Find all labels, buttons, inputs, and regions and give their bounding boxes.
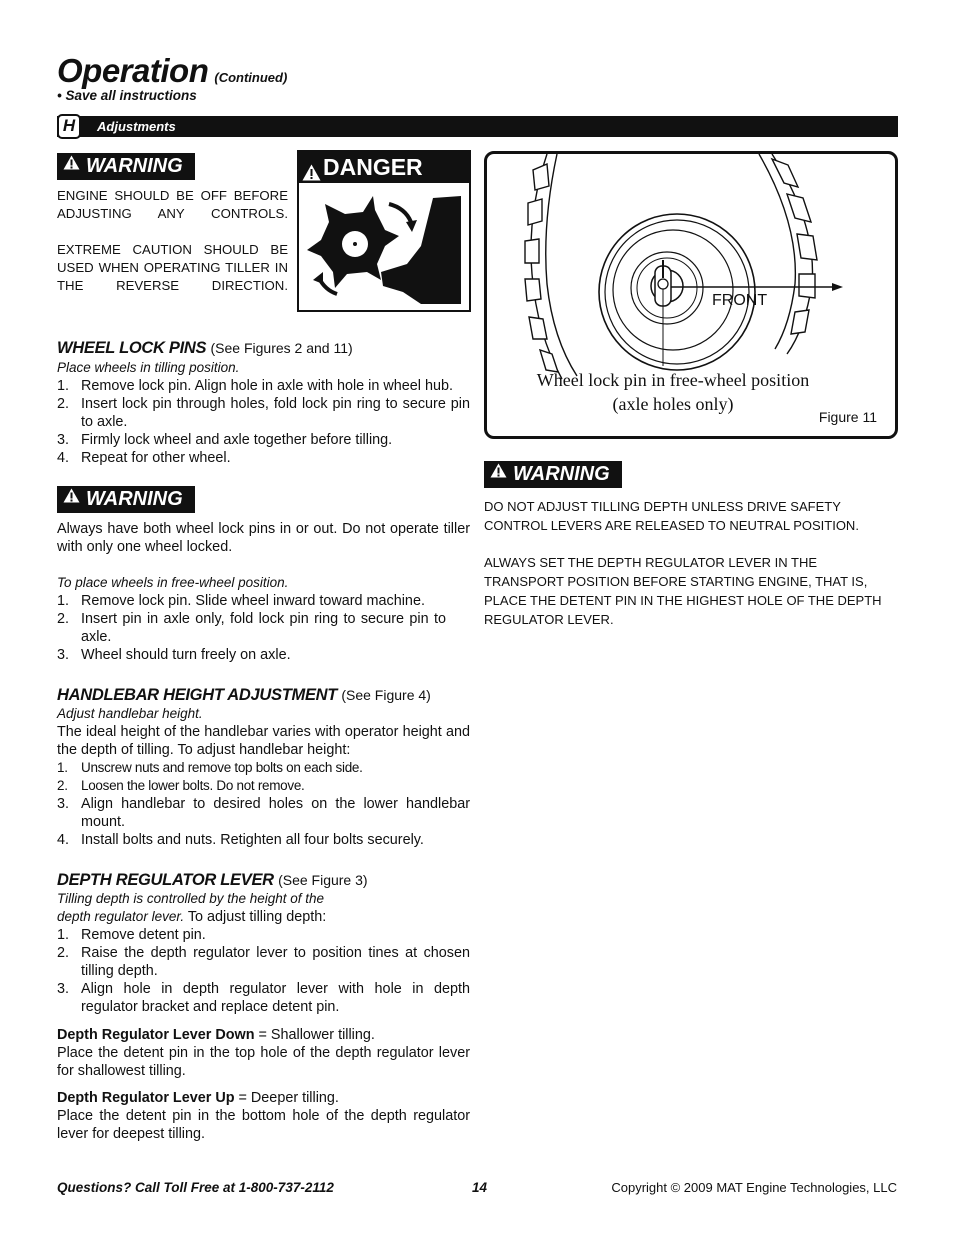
list-item: 4. Install bolts and nuts. Retighten all four bolts securely. — [57, 832, 424, 848]
list-item: 2. Insert pin in axle only, fold lock pin ring to secure pin to axle. — [57, 611, 446, 645]
depth-down-line: Depth Regulator Lever Down = Shallower tilling. — [57, 1027, 375, 1043]
figure-caption-line-2: (axle holes only) — [612, 394, 734, 414]
handlebar-heading: HANDLEBAR HEIGHT ADJUSTMENT (See Figure 4) — [57, 686, 431, 704]
free-wheel-intro: To place wheels in free-wheel position. — [57, 575, 289, 590]
list-item: 2. Loosen the lower bolts. Do not remove. — [57, 778, 305, 793]
tine-hazard-icon — [303, 186, 465, 308]
list-item: 3. Align hole in depth regulator lever with hole in depth regulator bracket and replace detent pin. — [57, 981, 470, 1015]
handlebar-text: The ideal height of the handlebar varies with operator height and the depth of tilling. To adjust handlebar height: — [57, 724, 470, 758]
depth-intro-1: Tilling depth is controlled by the height of the — [57, 891, 325, 906]
continued-label: (Continued) — [214, 70, 288, 85]
warning-1-text-b: EXTREME CAUTION SHOULD BE USED WHEN OPERATING TILLER IN THE REVERSE DIRECTION. — [57, 242, 288, 293]
save-instructions-note: • Save all instructions — [57, 88, 197, 103]
warning-2-text: Always have both wheel lock pins in or out. Do not operate tiller with only one wheel locked. — [57, 521, 470, 555]
section-bar — [57, 116, 898, 137]
depth-up-text: Place the detent pin in the bottom hole of the depth regulator lever for deepest tilling. — [57, 1108, 470, 1142]
danger-box — [297, 150, 471, 312]
warning-3-text-b: ALWAYS SET THE DEPTH REGULATOR LEVER IN THE TRANSPORT POSITION BEFORE STARTING ENGINE, THAT IS, PLACE THE DETENT PIN IN THE HIGHEST HOLE OF THE DEPTH REGULATOR LEVER. — [484, 555, 882, 627]
depth-intro-2: depth regulator lever. To adjust tilling depth: — [57, 909, 327, 925]
warning-label: WARNING — [86, 155, 183, 177]
warning-label: WARNING — [513, 463, 610, 485]
section-letter: H — [57, 114, 81, 139]
list-item: 2. Insert lock pin through holes, fold lock pin ring to secure pin to axle. — [57, 396, 470, 430]
danger-triangle-icon — [302, 158, 321, 189]
warning-banner-1 — [57, 153, 195, 180]
handlebar-intro: Adjust handlebar height. — [57, 706, 203, 721]
depth-regulator-heading: DEPTH REGULATOR LEVER (See Figure 3) — [57, 871, 368, 889]
handlebar-steps — [57, 759, 470, 849]
front-label: FRONT — [712, 292, 768, 309]
list-item: 1. Remove lock pin. Align hole in axle with hole in wheel hub. — [57, 378, 453, 394]
warning-banner-3 — [484, 461, 622, 488]
depth-up-line: Depth Regulator Lever Up = Deeper tilling. — [57, 1090, 339, 1106]
footer-questions: Questions? Call Toll Free at 1-800-737-2112 — [57, 1180, 334, 1195]
wheel-lock-heading: WHEEL LOCK PINS (See Figures 2 and 11) — [57, 339, 353, 357]
free-wheel-steps — [57, 592, 470, 664]
warning-1-text-a: ENGINE SHOULD BE OFF BEFORE ADJUSTING ANY CONTROLS. — [57, 188, 288, 221]
figure-11 — [484, 151, 898, 439]
wheel-lock-steps — [57, 377, 470, 467]
depth-steps — [57, 926, 470, 1016]
list-item: 1. Remove lock pin. Slide wheel inward toward machine. — [57, 593, 425, 609]
list-item: 3. Wheel should turn freely on axle. — [57, 647, 291, 663]
list-item: 3. Align handlebar to desired holes on the lower handlebar mount. — [57, 796, 470, 830]
warning-banner-2 — [57, 486, 195, 513]
section-label: Adjustments — [97, 119, 176, 134]
warning-triangle-icon — [490, 459, 507, 486]
warning-triangle-icon — [63, 484, 80, 511]
figure-number: Figure 11 — [818, 409, 877, 425]
list-item: 3. Firmly lock wheel and axle together before tilling. — [57, 432, 393, 448]
page-number: 14 — [472, 1180, 488, 1195]
warning-3-text-a: DO NOT ADJUST TILLING DEPTH UNLESS DRIVE SAFETY CONTROL LEVERS ARE RELEASED TO NEUTRAL POSITION. — [484, 499, 859, 533]
depth-down-text: Place the detent pin in the top hole of the depth regulator lever for shallowest tilling. — [57, 1045, 470, 1079]
list-item: 1. Unscrew nuts and remove top bolts on each side. — [57, 760, 363, 775]
warning-triangle-icon — [63, 151, 80, 178]
footer-copyright: Copyright © 2009 MAT Engine Technologies, LLC — [611, 1180, 897, 1195]
danger-banner: DANGER — [299, 152, 469, 183]
list-item: 4. Repeat for other wheel. — [57, 450, 231, 466]
list-item: 2. Raise the depth regulator lever to position tines at chosen tilling depth. — [57, 945, 470, 979]
wheel-lock-intro: Place wheels in tilling position. — [57, 360, 240, 375]
list-item: 1. Remove detent pin. — [57, 927, 206, 943]
figure-caption-line-1: Wheel lock pin in free-wheel position — [536, 370, 810, 390]
warning-label: WARNING — [86, 488, 183, 510]
page-title: Operation (Continued) — [57, 52, 288, 89]
